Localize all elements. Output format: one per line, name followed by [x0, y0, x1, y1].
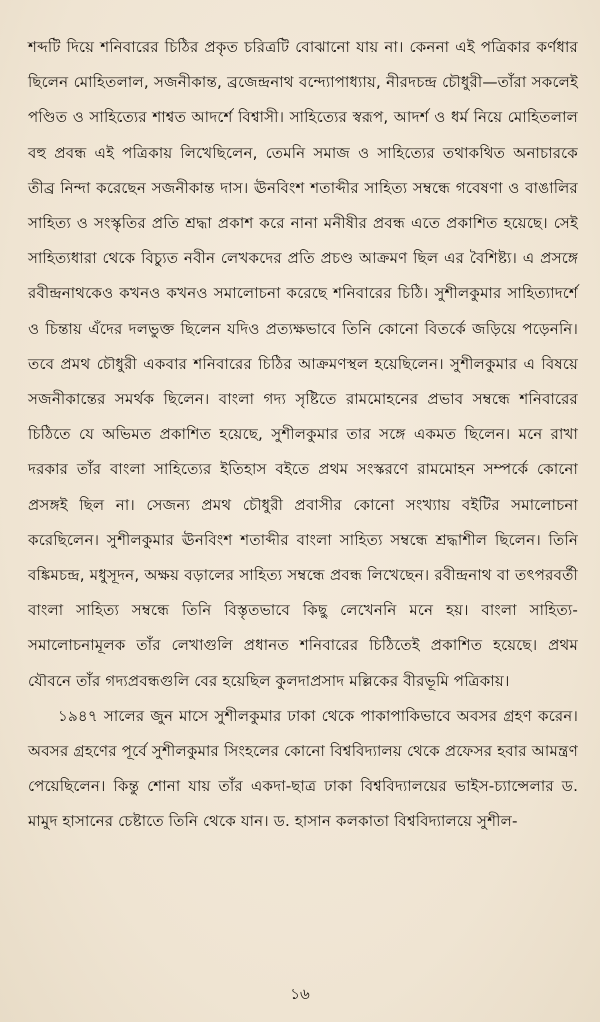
paragraph-1: শব্দটি দিয়ে শনিবারের চিঠির প্রকৃত চরিত্রটি বোঝানো যায় না। কেননা এই পত্রিকার কর্ণধার ছিলেন মোহিতলাল, সজনীকান্ত, ব্রজেন্দ্রনাথ বন্দ্যোপাধ্যায়, নীরদচন্দ্র চৌধুরী—তাঁরা সকলেই পণ্ডিত ও সাহিত্যের শাশ্বত আদর্শে বিশ্বাসী। সাহিত্যের স্বরূপ, আদর্শ ও ধর্ম নিয়ে মোহিতলাল বহু প্রবন্ধ এই পত্রিকায় লিখেছিলেন, তেমনি সমাজ ও সাহিত্যের তথাকথিত অনাচারকে তীব্র নিন্দা করেছেন সজনীকান্ত দাস। ঊনবিংশ শতাব্দীর সাহিত্য সম্বন্ধে গবেষণা ও বাঙালির সাহিত্য ও সংস্কৃতির প্রতি শ্রদ্ধা প্রকাশ করে নানা মনীষীর প্রবন্ধ এতে প্রকাশিত হয়েছে। সেই সাহিত্যধারা থেকে বিচ্যুত নবীন লেখকদের প্রতি প্রচণ্ড আক্রমণ ছিল এর বৈশিষ্ট্য। এ প্রসঙ্গে রবীন্দ্রনাথকেও কখনও কখনও সমালোচনা করেছে শনিবারের চিঠি। সুশীলকুমার সাহিত্যাদর্শে ও চিন্তায় এঁদের দলভুক্ত ছিলেন যদিও প্রত্যক্ষভাবে তিনি কোনো বিতর্কে জড়িয়ে পড়েননি। তবে প্রমথ চৌধুরী একবার শনিবারের চিঠির আক্রমণস্থল হয়েছিলেন। সুশীলকুমার এ বিষয়ে সজনীকান্তের সমর্থক ছিলেন। বাংলা গদ্য সৃষ্টিতে রামমোহনের প্রভাব সম্বন্ধে শনিবারের চিঠিতে যে অভিমত প্রকাশিত হয়েছে, সুশীলকুমার তার সঙ্গে একমত ছিলেন। মনে রাখা দরকার তাঁর বাংলা সাহিত্যের ইতিহাস বইতে প্রথম সংস্করণে রামমোহন সম্পর্কে কোনো প্রসঙ্গই ছিল না। সেজন্য প্রমথ চৌধুরী প্রবাসীর কোনো সংখ্যায় বইটির সমালোচনা করেছিলেন। সুশীলকুমার ঊনবিংশ শতাব্দীর বাংলা সাহিত্য সম্বন্ধে শ্রদ্ধাশীল ছিলেন। তিনি বঙ্কিমচন্দ্র, মধুসূদন, অক্ষয় বড়ালের সাহিত্য সম্বন্ধে প্রবন্ধ লিখেছেন। রবীন্দ্রনাথ বা তৎপরবর্তী বাংলা সাহিত্য সম্বন্ধে তিনি বিস্তৃতভাবে কিছু লেখেননি মনে হয়। বাংলা সাহিত্য-সমালোচনামূলক তাঁর লেখাগুলি প্রধানত শনিবারের চিঠিতেই প্রকাশিত হয়েছে। প্রথম যৌবনে তাঁর গদ্যপ্রবন্ধগুলি বের হয়েছিল কুলদাপ্রসাদ মল্লিকের বীরভূমি পত্রিকায়।	[28, 38, 578, 690]
page-number: ১৬	[290, 985, 310, 1003]
body-text	[28, 30, 578, 840]
paragraph-2: ১৯৪৭ সালের জুন মাসে সুশীলকুমার ঢাকা থেকে পাকাপাকিভাবে অবসর গ্রহণ করেন। অবসর গ্রহণের পূর্বে সুশীলকুমার সিংহলের কোনো বিশ্ববিদ্যালয় থেকে প্রফেসর হবার আমন্ত্রণ পেয়েছিলেন। কিন্তু শোনা যায় তাঁর একদা-ছাত্র ঢাকা বিশ্ববিদ্যালয়ের ভাইস-চ্যান্সেলার ড. মামুদ হাসানের চেষ্টাতে তিনি থেকে যান। ড. হাসান কলকাতা বিশ্ববিদ্যালয়ে সুশীল-	[28, 706, 578, 831]
